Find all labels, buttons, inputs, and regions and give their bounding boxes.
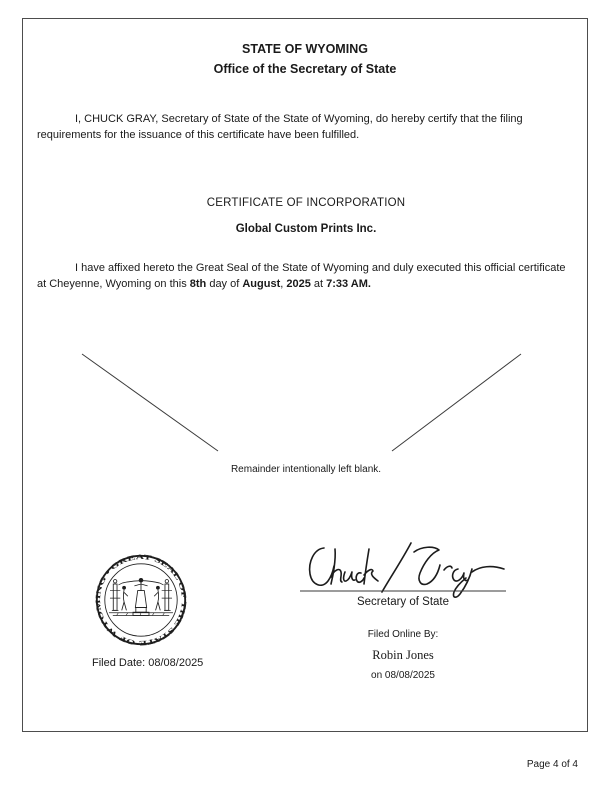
filed-by-name: Robin Jones bbox=[372, 648, 434, 662]
execution-sep3: at bbox=[310, 277, 327, 290]
seal-emblem bbox=[109, 578, 173, 616]
document-header bbox=[22, 39, 588, 79]
execution-time: 7:33 AM. bbox=[326, 277, 371, 290]
page-number: Page 4 of 4 bbox=[526, 759, 578, 770]
execution-sep2: , bbox=[280, 277, 287, 290]
signer-title: Secretary of State bbox=[356, 596, 450, 608]
execution-year: 2025 bbox=[286, 277, 311, 290]
execution-lead: I have affixed hereto the Great Seal of the State of Wyoming and duly executed this official certificate at Cheyenne, Wyoming on this bbox=[37, 262, 566, 290]
remainder-note: Remainder intentionally left blank. bbox=[230, 464, 382, 475]
seal-ring-text: GREAT SEAL OF THE STATE OF WYOMING • bbox=[95, 554, 188, 646]
filed-online-by-label: Filed Online By: bbox=[367, 629, 439, 640]
certification-paragraph: I, CHUCK GRAY, Secretary of State of the State of Wyoming, do hereby certify that the filing requirements for the issuance of this certificate have been fulfilled. bbox=[37, 113, 523, 141]
signature-handwriting-image bbox=[298, 536, 508, 600]
page-title: STATE OF WYOMING bbox=[242, 42, 368, 56]
filed-online-block bbox=[300, 629, 506, 682]
filed-date-label: Filed Date: 08/08/2025 bbox=[92, 657, 204, 669]
execution-sep1: day of bbox=[206, 277, 243, 290]
page-subtitle: Office of the Secretary of State bbox=[213, 62, 397, 76]
execution-month: August bbox=[242, 277, 281, 290]
execution-paragraph bbox=[37, 261, 577, 292]
certificate-type-heading: CERTIFICATE OF INCORPORATION bbox=[206, 197, 406, 209]
entity-name: Global Custom Prints Inc. bbox=[235, 223, 377, 235]
great-seal-of-wyoming-image bbox=[94, 553, 188, 647]
seal-inner-ring bbox=[105, 564, 177, 636]
signature-strokes bbox=[310, 543, 504, 597]
filed-on-date: on 08/08/2025 bbox=[371, 670, 435, 681]
execution-day: 8th bbox=[189, 277, 207, 290]
